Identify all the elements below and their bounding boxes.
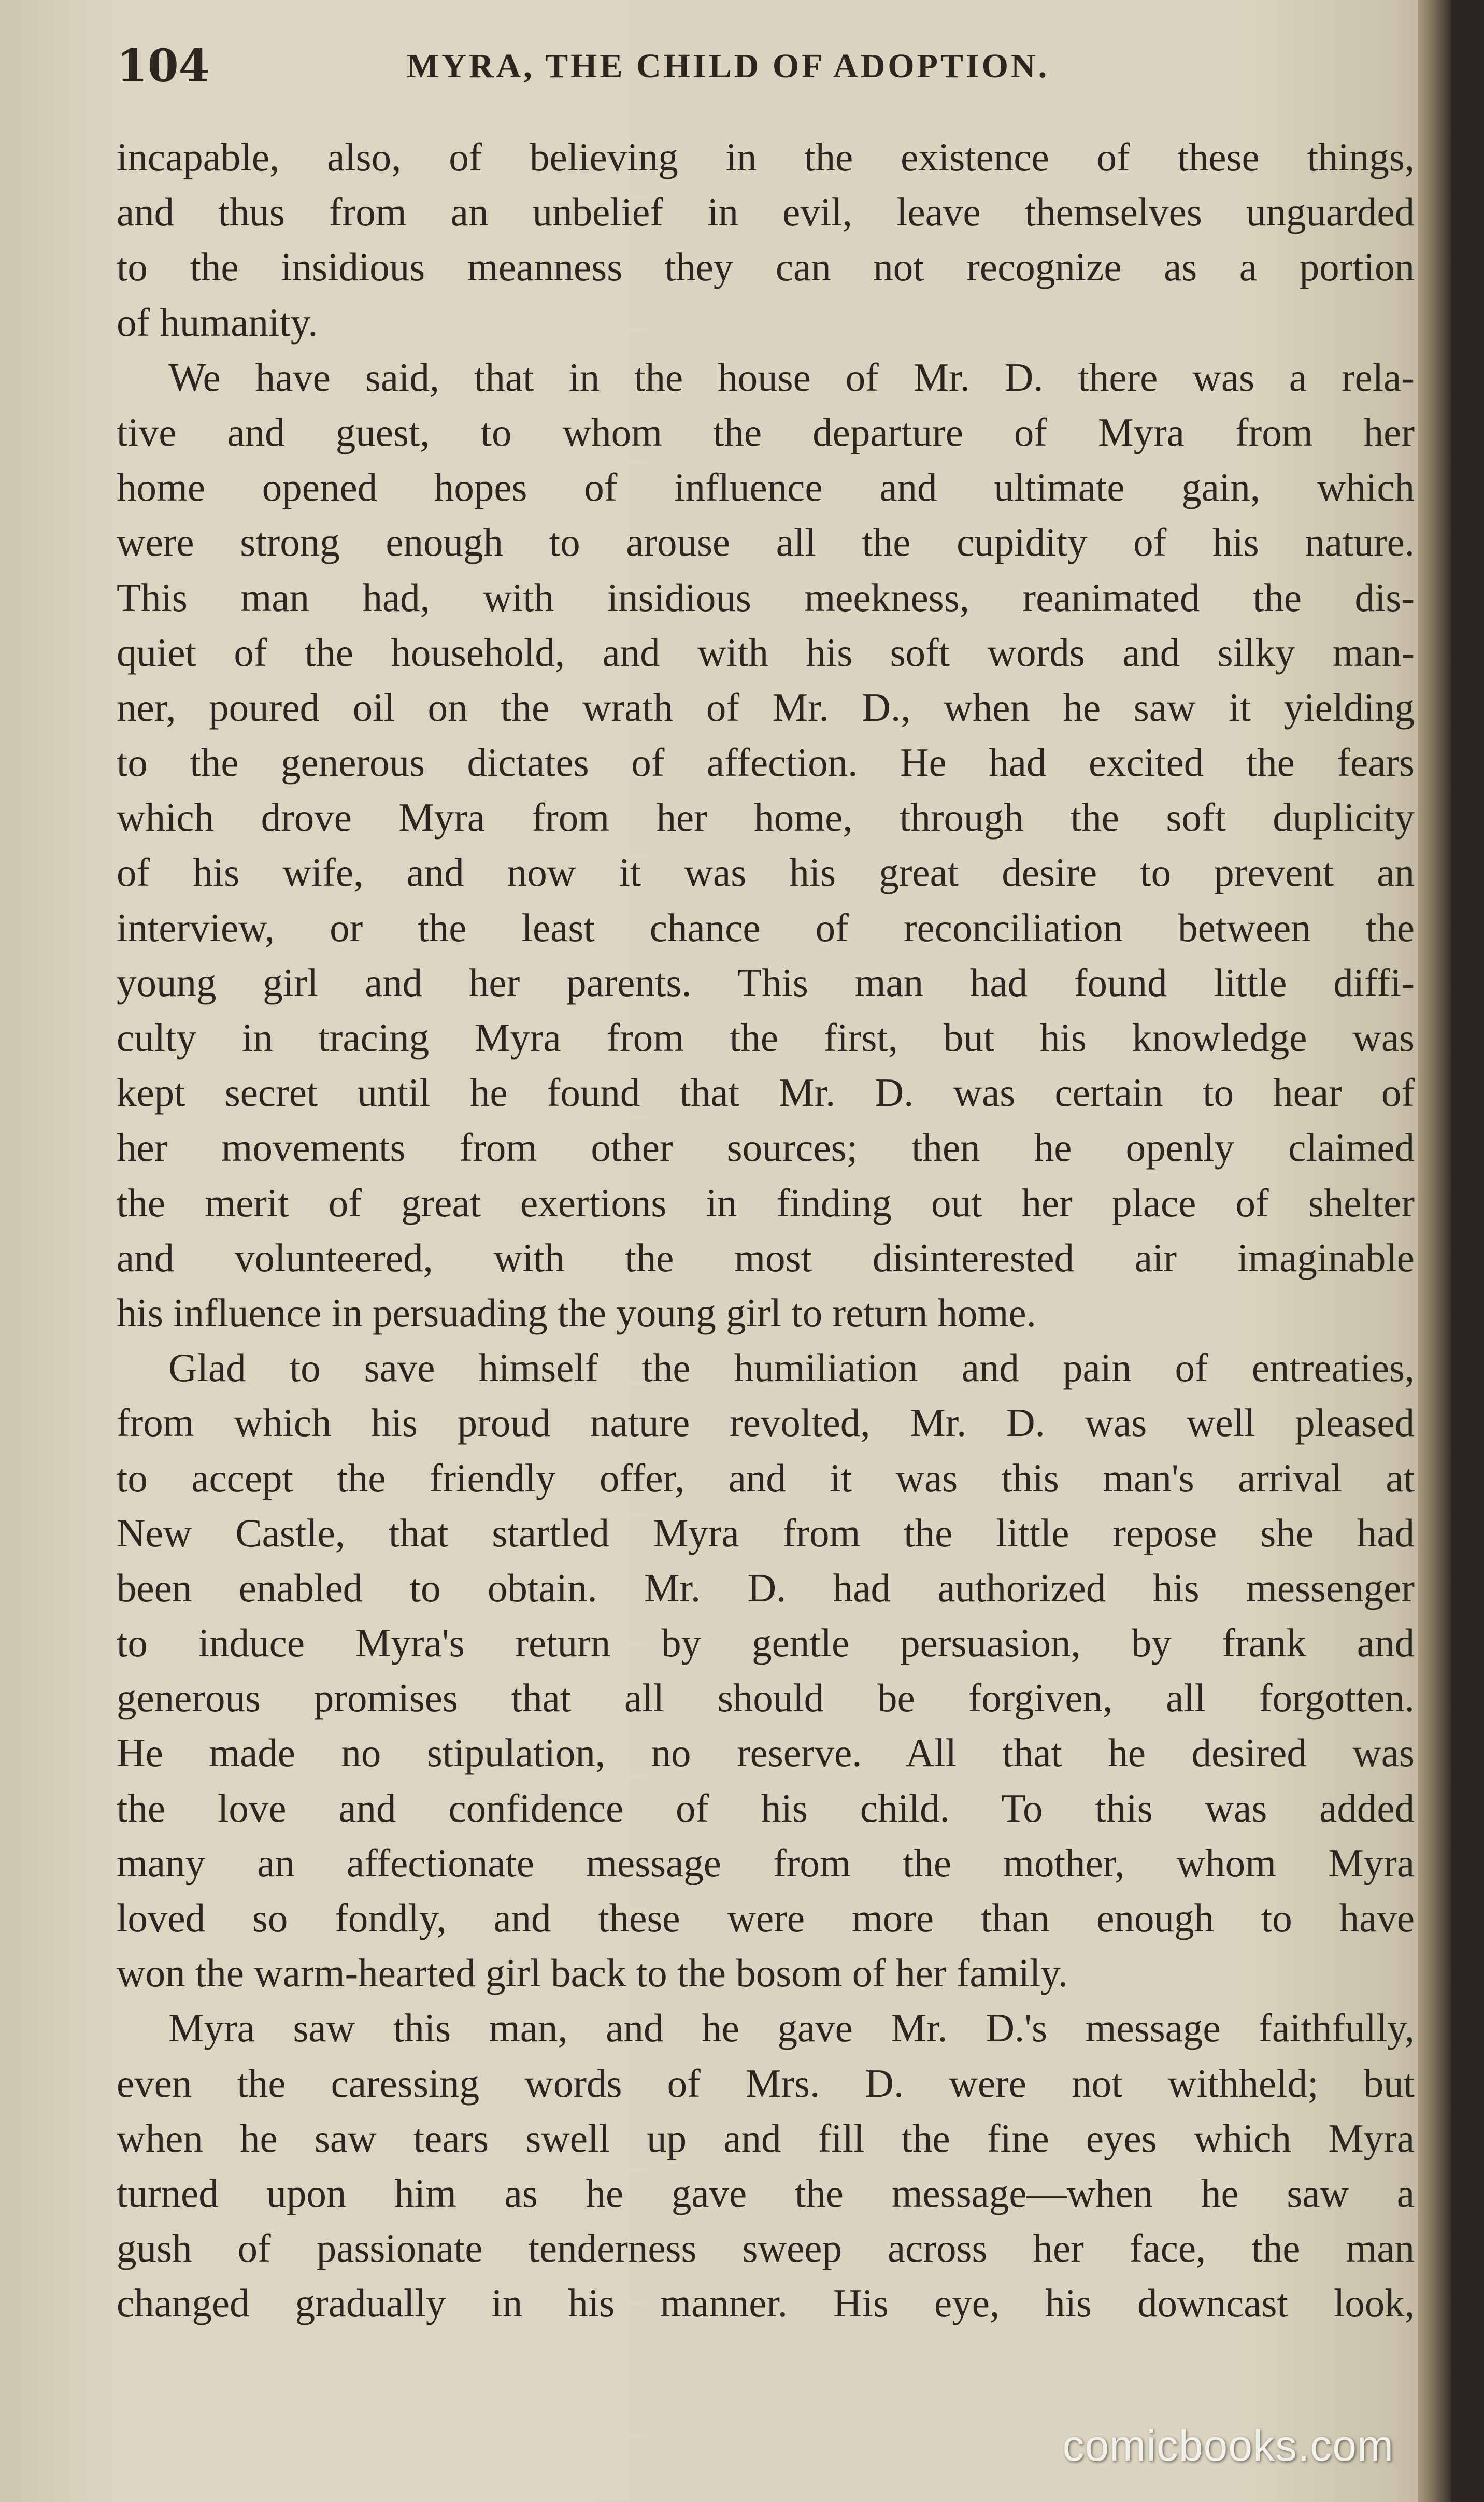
text-line: Myra saw this man, and he gave Mr. D.'s message faithfully,: [168, 2006, 1415, 2051]
text-line: his influence in persuading the young girl to return home.: [117, 1290, 1036, 1335]
text-line: to the generous dictates of affection. He had excited the fears: [117, 740, 1415, 785]
text-line: the merit of great exertions in finding out her place of shelter: [117, 1180, 1415, 1225]
text-line: New Castle, that startled Myra from the little repose she had: [117, 1510, 1415, 1555]
text-line: culty in tracing Myra from the first, but his knowledge was: [117, 1015, 1415, 1060]
text-line: gush of passionate tenderness sweep across her face, the man: [117, 2226, 1415, 2271]
text-line: loved so fondly, and these were more than enough to have: [117, 1896, 1415, 1940]
text-line: turned upon him as he gave the message—when he saw a: [117, 2170, 1415, 2215]
text-line: even the caressing words of Mrs. D. were not withheld; but: [117, 2060, 1415, 2106]
running-title: MYRA, THE CHILD OF ADOPTION.: [407, 47, 1050, 85]
text-line: young girl and her parents. This man had found little diffi-: [117, 960, 1415, 1005]
body-text: [117, 130, 1415, 2331]
text-line: He made no stipulation, no reserve. All that he desired was: [117, 1730, 1415, 1775]
page-header: [117, 35, 1412, 97]
text-line: quiet of the household, and with his soft words and silky man-: [117, 630, 1415, 675]
text-line: home opened hopes of influence and ultimate gain, which: [117, 465, 1415, 510]
text-line: incapable, also, of believing in the existence of these things,: [117, 135, 1415, 179]
text-line: many an affectionate message from the mother, whom Myra: [117, 1840, 1415, 1885]
text-line: of humanity.: [117, 300, 318, 345]
text-line: been enabled to obtain. Mr. D. had authorized his messenger: [117, 1565, 1415, 1610]
text-line: to accept the friendly offer, and it was this man's arrival at: [117, 1455, 1415, 1500]
text-line: won the warm-hearted girl back to the bosom of her family.: [117, 1951, 1068, 1996]
text-line: were strong enough to arouse all the cupidity of his nature.: [117, 520, 1415, 565]
text-line: the love and confidence of his child. To this was added: [117, 1785, 1415, 1830]
text-line: when he saw tears swell up and fill the fine eyes which Myra: [117, 2115, 1415, 2160]
text-line: of his wife, and now it was his great desire to prevent an: [117, 850, 1415, 895]
text-line: generous promises that all should be forgiven, all forgotten.: [117, 1675, 1415, 1721]
text-line: This man had, with insidious meekness, reanimated the dis-: [117, 575, 1415, 620]
text-line: tive and guest, to whom the departure of Myra from her: [117, 409, 1415, 454]
text-line: interview, or the least chance of reconciliation between the: [117, 905, 1415, 950]
text-line: and thus from an unbelief in evil, leave themselves unguarded: [117, 190, 1415, 235]
text-line: Glad to save himself the humiliation and pain of entreaties,: [168, 1345, 1415, 1390]
text-line: from which his proud nature revolted, Mr. D. was well pleased: [117, 1400, 1415, 1445]
text-line: kept secret until he found that Mr. D. was certain to hear of: [117, 1070, 1415, 1115]
page-edge-shadow: [1418, 0, 1451, 2502]
text-line: which drove Myra from her home, through the soft duplicity: [117, 795, 1415, 840]
text-line: and volunteered, with the most disinterested air imaginable: [117, 1235, 1415, 1280]
text-line: changed gradually in his manner. His eye, his downcast look,: [117, 2281, 1415, 2326]
watermark: comicbooks.com: [1062, 2421, 1394, 2470]
text-line: We have said, that in the house of Mr. D. there was a rela-: [168, 354, 1415, 400]
text-line: ner, poured oil on the wrath of Mr. D., when he saw it yielding: [117, 685, 1415, 730]
text-line: to the insidious meanness they can not recognize as a portion: [117, 245, 1415, 290]
text-line: to induce Myra's return by gentle persuasion, by frank and: [117, 1620, 1415, 1666]
page-number: 104: [117, 40, 210, 92]
text-line: her movements from other sources; then he openly claimed: [117, 1125, 1415, 1170]
